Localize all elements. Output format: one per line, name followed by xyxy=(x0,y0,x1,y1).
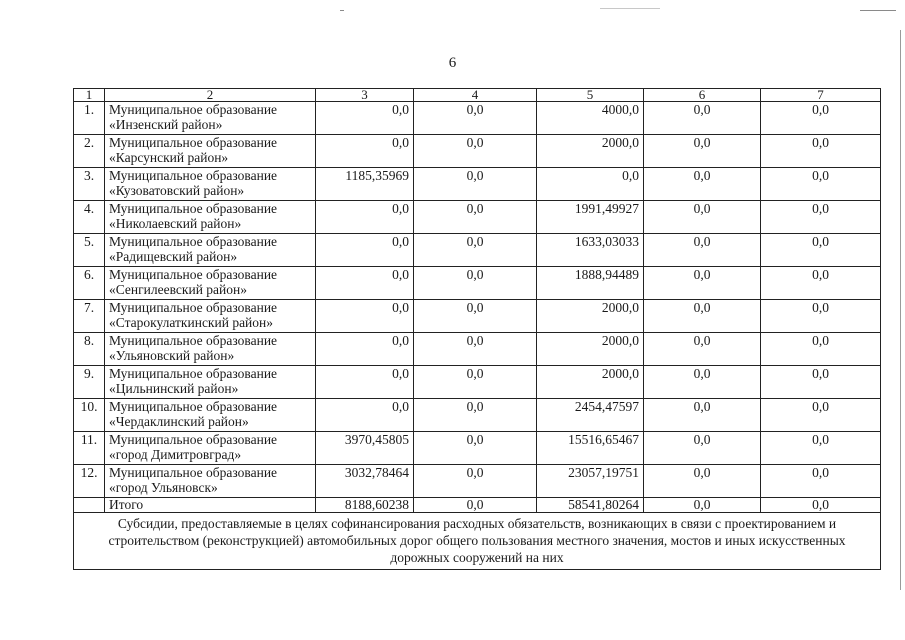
col4-value: 0,0 xyxy=(414,300,537,333)
col6-value: 0,0 xyxy=(644,135,761,168)
municipality-cell xyxy=(105,201,316,234)
col3-value: 0,0 xyxy=(316,102,414,135)
municipality-name: «город Ульяновск» xyxy=(109,480,218,495)
municipality-type: Муниципальное образование xyxy=(109,366,278,381)
row-number-cell: 5. xyxy=(74,234,105,267)
row-number-cell: 4. xyxy=(74,201,105,234)
total-col7: 0,0 xyxy=(761,498,881,513)
col4-value: 0,0 xyxy=(414,465,537,498)
col3-value: 0,0 xyxy=(316,201,414,234)
col4-value: 0,0 xyxy=(414,168,537,201)
col7-value: 0,0 xyxy=(761,234,881,267)
col3-value: 0,0 xyxy=(316,300,414,333)
header-cell: 3 xyxy=(316,89,414,102)
col5-value: 2000,0 xyxy=(537,366,644,399)
table-row xyxy=(74,333,881,366)
col4-value: 0,0 xyxy=(414,399,537,432)
row-number-cell: 2. xyxy=(74,135,105,168)
header-cell: 4 xyxy=(414,89,537,102)
header-cell: 2 xyxy=(105,89,316,102)
municipality-cell xyxy=(105,102,316,135)
col5-value: 1991,49927 xyxy=(537,201,644,234)
total-row xyxy=(74,498,881,513)
col6-value: 0,0 xyxy=(644,267,761,300)
total-col6: 0,0 xyxy=(644,498,761,513)
col3-value: 0,0 xyxy=(316,135,414,168)
row-number-cell: 6. xyxy=(74,267,105,300)
municipality-cell xyxy=(105,267,316,300)
header-cell: 7 xyxy=(761,89,881,102)
col4-value: 0,0 xyxy=(414,102,537,135)
table-row xyxy=(74,399,881,432)
col6-value: 0,0 xyxy=(644,234,761,267)
table-row xyxy=(74,135,881,168)
col5-value: 1633,03033 xyxy=(537,234,644,267)
col7-value: 0,0 xyxy=(761,366,881,399)
municipality-cell xyxy=(105,366,316,399)
col3-value: 3032,78464 xyxy=(316,465,414,498)
total-col3: 8188,60238 xyxy=(316,498,414,513)
col7-value: 0,0 xyxy=(761,267,881,300)
col4-value: 0,0 xyxy=(414,267,537,300)
col3-value: 0,0 xyxy=(316,366,414,399)
col6-value: 0,0 xyxy=(644,168,761,201)
col3-value: 3970,45805 xyxy=(316,432,414,465)
col6-value: 0,0 xyxy=(644,102,761,135)
table-row xyxy=(74,465,881,498)
col3-value: 0,0 xyxy=(316,234,414,267)
header-cell: 6 xyxy=(644,89,761,102)
col5-value: 2000,0 xyxy=(537,300,644,333)
scan-edge-line xyxy=(900,30,901,590)
col4-value: 0,0 xyxy=(414,135,537,168)
col7-value: 0,0 xyxy=(761,432,881,465)
municipality-name: «Сенгилеевский район» xyxy=(109,282,247,297)
municipality-type: Муниципальное образование xyxy=(109,267,278,282)
total-col4: 0,0 xyxy=(414,498,537,513)
table-row xyxy=(74,366,881,399)
col6-value: 0,0 xyxy=(644,366,761,399)
row-number-cell: 7. xyxy=(74,300,105,333)
col7-value: 0,0 xyxy=(761,399,881,432)
total-empty-cell xyxy=(74,498,105,513)
municipality-type: Муниципальное образование xyxy=(109,432,278,447)
municipality-cell xyxy=(105,465,316,498)
municipality-name: «Чердаклинский район» xyxy=(109,414,249,429)
row-number-cell: 10. xyxy=(74,399,105,432)
col5-value: 2000,0 xyxy=(537,135,644,168)
col7-value: 0,0 xyxy=(761,135,881,168)
col4-value: 0,0 xyxy=(414,432,537,465)
row-number-cell: 9. xyxy=(74,366,105,399)
col5-value: 0,0 xyxy=(537,168,644,201)
header-row xyxy=(74,89,881,102)
row-number-cell: 11. xyxy=(74,432,105,465)
col5-value: 4000,0 xyxy=(537,102,644,135)
municipality-cell xyxy=(105,234,316,267)
table-row xyxy=(74,201,881,234)
col7-value: 0,0 xyxy=(761,201,881,234)
col4-value: 0,0 xyxy=(414,234,537,267)
municipality-type: Муниципальное образование xyxy=(109,399,278,414)
municipality-name: «Старокулаткинский район» xyxy=(109,315,274,330)
col4-value: 0,0 xyxy=(414,333,537,366)
col7-value: 0,0 xyxy=(761,102,881,135)
col5-value: 2454,47597 xyxy=(537,399,644,432)
municipality-cell xyxy=(105,432,316,465)
col3-value: 0,0 xyxy=(316,267,414,300)
table-row xyxy=(74,234,881,267)
row-number-cell: 3. xyxy=(74,168,105,201)
municipality-name: «город Димитровград» xyxy=(109,447,242,462)
col6-value: 0,0 xyxy=(644,300,761,333)
col5-value: 23057,19751 xyxy=(537,465,644,498)
col7-value: 0,0 xyxy=(761,465,881,498)
municipality-type: Муниципальное образование xyxy=(109,234,278,249)
col5-value: 15516,65467 xyxy=(537,432,644,465)
col7-value: 0,0 xyxy=(761,168,881,201)
col6-value: 0,0 xyxy=(644,399,761,432)
municipality-name: «Радищевский район» xyxy=(109,249,238,264)
municipality-type: Муниципальное образование xyxy=(109,168,278,183)
scan-mark-top-2 xyxy=(600,8,660,9)
col3-value: 1185,35969 xyxy=(316,168,414,201)
subsidy-table xyxy=(73,88,881,570)
municipality-type: Муниципальное образование xyxy=(109,135,278,150)
col6-value: 0,0 xyxy=(644,465,761,498)
col3-value: 0,0 xyxy=(316,399,414,432)
col7-value: 0,0 xyxy=(761,333,881,366)
municipality-type: Муниципальное образование xyxy=(109,333,278,348)
municipality-name: «Николаевский район» xyxy=(109,216,242,231)
table-row xyxy=(74,432,881,465)
municipality-cell xyxy=(105,135,316,168)
section-title-row xyxy=(74,513,881,570)
municipality-type: Муниципальное образование xyxy=(109,201,278,216)
municipality-type: Муниципальное образование xyxy=(109,300,278,315)
municipality-cell xyxy=(105,333,316,366)
col3-value: 0,0 xyxy=(316,333,414,366)
col5-value: 2000,0 xyxy=(537,333,644,366)
table-row xyxy=(74,168,881,201)
municipality-name: «Кузоватовский район» xyxy=(109,183,245,198)
scan-mark-top-1 xyxy=(340,10,344,11)
municipality-type: Муниципальное образование xyxy=(109,102,278,117)
col4-value: 0,0 xyxy=(414,201,537,234)
table-row xyxy=(74,300,881,333)
col7-value: 0,0 xyxy=(761,300,881,333)
row-number-cell: 12. xyxy=(74,465,105,498)
municipality-cell xyxy=(105,168,316,201)
col6-value: 0,0 xyxy=(644,201,761,234)
col6-value: 0,0 xyxy=(644,333,761,366)
table-row xyxy=(74,102,881,135)
municipality-type: Муниципальное образование xyxy=(109,465,278,480)
page-number: 6 xyxy=(448,55,457,71)
municipality-name: «Цильнинский район» xyxy=(109,381,239,396)
municipality-name: «Ульяновский район» xyxy=(109,348,235,363)
municipality-cell xyxy=(105,300,316,333)
col4-value: 0,0 xyxy=(414,366,537,399)
total-label: Итого xyxy=(105,498,316,513)
section-title: Субсидии, предоставляемые в целях софинансирования расходных обязательств, возникающих в связи с проектированием и строительством (реконструкцией) автомобильных дорог общего пользования местного значения, мостов и иных искусственных дорожных сооружений на них xyxy=(74,513,881,570)
municipality-name: «Карсунский район» xyxy=(109,150,229,165)
total-col5: 58541,80264 xyxy=(537,498,644,513)
col5-value: 1888,94489 xyxy=(537,267,644,300)
municipality-cell xyxy=(105,399,316,432)
row-number-cell: 8. xyxy=(74,333,105,366)
row-number-cell: 1. xyxy=(74,102,105,135)
municipality-name: «Инзенский район» xyxy=(109,117,223,132)
scan-mark-top-3 xyxy=(860,10,896,11)
col6-value: 0,0 xyxy=(644,432,761,465)
table-row xyxy=(74,267,881,300)
header-cell: 5 xyxy=(537,89,644,102)
header-cell: 1 xyxy=(74,89,105,102)
